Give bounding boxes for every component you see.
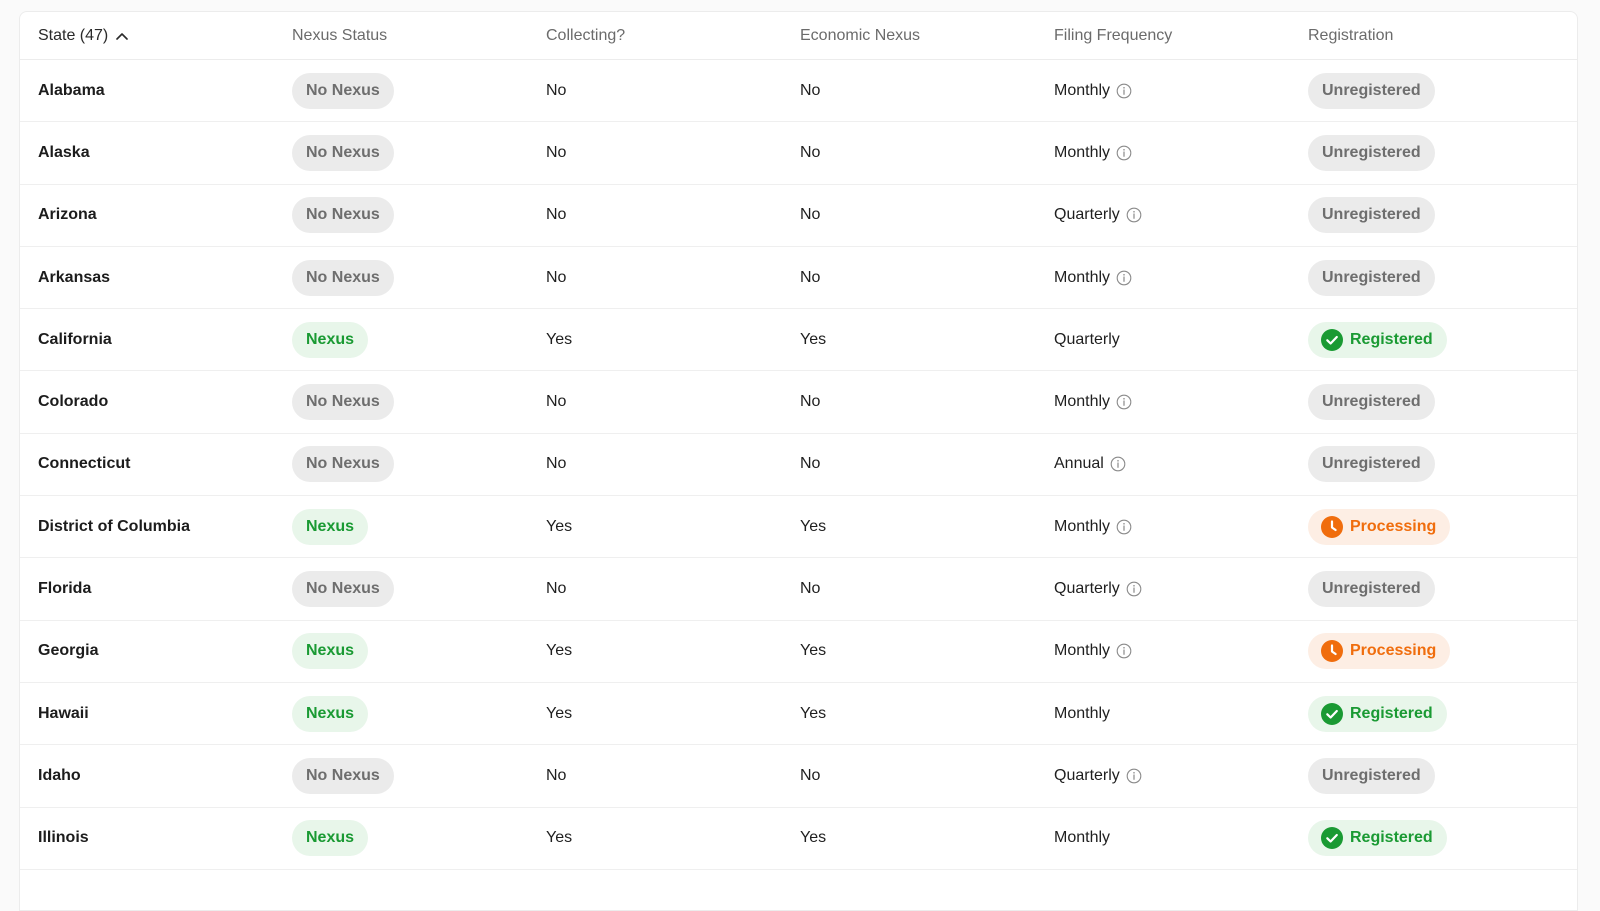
filing-frequency-label: Monthly — [1054, 517, 1111, 535]
collecting-value: No — [546, 766, 567, 784]
registration-badge[interactable] — [1308, 758, 1435, 794]
info-icon[interactable] — [1116, 145, 1132, 161]
filing-frequency-label: Monthly — [1054, 642, 1111, 660]
collecting-value: Yes — [546, 829, 573, 847]
filing-frequency-label: Monthly — [1054, 704, 1111, 722]
filing-frequency-label: Monthly — [1054, 81, 1111, 99]
column-header-state[interactable] — [38, 27, 292, 45]
info-icon[interactable] — [1116, 394, 1132, 410]
filing-frequency — [1054, 580, 1142, 598]
registration-badge[interactable] — [1308, 509, 1450, 545]
table-row[interactable] — [20, 870, 1577, 911]
collecting-value: Yes — [546, 517, 573, 535]
column-header-registration[interactable]: Registration — [1308, 26, 1394, 44]
table-row[interactable] — [20, 808, 1577, 870]
state-name: Georgia — [38, 642, 99, 660]
state-name: Arizona — [38, 206, 97, 224]
nexus-status-badge: No Nexus — [292, 135, 394, 171]
check-circle-icon — [1321, 703, 1343, 725]
state-name: District of Columbia — [38, 517, 191, 535]
filing-frequency — [1054, 393, 1132, 411]
filing-frequency — [1054, 206, 1142, 224]
chevron-up-icon[interactable] — [116, 32, 128, 40]
nexus-status-badge: No Nexus — [292, 384, 394, 420]
registration-badge[interactable] — [1308, 571, 1435, 607]
economic-nexus-value: No — [800, 81, 821, 99]
nexus-status-badge: No Nexus — [292, 73, 394, 109]
filing-frequency — [1054, 331, 1120, 349]
info-icon[interactable] — [1116, 83, 1132, 99]
registration-label: Unregistered — [1322, 206, 1421, 224]
registration-label: Unregistered — [1322, 393, 1421, 411]
registration-badge[interactable] — [1308, 384, 1435, 420]
clock-icon — [1321, 516, 1343, 538]
economic-nexus-value: No — [800, 766, 821, 784]
filing-frequency-label: Monthly — [1054, 143, 1111, 161]
table-row[interactable] — [20, 621, 1577, 683]
column-header-nexus-status[interactable]: Nexus Status — [292, 26, 388, 44]
table-row[interactable] — [20, 371, 1577, 433]
state-name: Connecticut — [38, 455, 131, 473]
info-icon[interactable] — [1126, 207, 1142, 223]
nexus-status-badge: No Nexus — [292, 446, 394, 482]
filing-frequency-label: Quarterly — [1054, 766, 1120, 784]
registration-badge[interactable] — [1308, 820, 1447, 856]
check-circle-icon — [1321, 329, 1343, 351]
registration-badge[interactable] — [1308, 322, 1447, 358]
state-name: Hawaii — [38, 704, 89, 722]
column-header-state-label: State (47) — [38, 26, 109, 44]
economic-nexus-value: Yes — [800, 642, 827, 660]
filing-frequency — [1054, 455, 1126, 473]
info-icon[interactable] — [1126, 581, 1142, 597]
nexus-status-badge: No Nexus — [292, 260, 394, 296]
filing-frequency-label: Quarterly — [1054, 330, 1120, 348]
economic-nexus-value: Yes — [800, 704, 827, 722]
state-name: Colorado — [38, 393, 109, 411]
economic-nexus-value: No — [800, 580, 821, 598]
state-name: Alaska — [38, 143, 90, 161]
registration-label: Unregistered — [1322, 455, 1421, 473]
column-header-collecting[interactable]: Collecting? — [546, 26, 626, 44]
filing-frequency-label: Monthly — [1054, 268, 1111, 286]
nexus-status-badge: No Nexus — [292, 758, 394, 794]
state-name: Florida — [38, 580, 92, 598]
table-row[interactable] — [20, 247, 1577, 309]
filing-frequency — [1054, 767, 1142, 785]
economic-nexus-value: No — [800, 143, 821, 161]
nexus-status-badge: Nexus — [292, 509, 368, 545]
filing-frequency — [1054, 518, 1132, 536]
table-row[interactable] — [20, 122, 1577, 184]
registration-badge[interactable] — [1308, 197, 1435, 233]
economic-nexus-value: Yes — [800, 829, 827, 847]
registration-badge[interactable] — [1308, 633, 1450, 669]
economic-nexus-value: No — [800, 393, 821, 411]
registration-label: Unregistered — [1322, 268, 1421, 286]
registration-label: Unregistered — [1322, 766, 1421, 784]
filing-frequency-label: Quarterly — [1054, 206, 1120, 224]
table-row[interactable] — [20, 558, 1577, 620]
registration-label: Processing — [1350, 517, 1437, 535]
state-name: Idaho — [38, 766, 81, 784]
state-name: Arkansas — [38, 268, 111, 286]
clock-icon — [1321, 640, 1343, 662]
filing-frequency-label: Annual — [1054, 455, 1104, 473]
registration-badge[interactable] — [1308, 446, 1435, 482]
registration-label: Registered — [1350, 704, 1433, 722]
economic-nexus-value: No — [800, 206, 821, 224]
filing-frequency-label: Quarterly — [1054, 580, 1120, 598]
filing-frequency-label: Monthly — [1054, 393, 1111, 411]
filing-frequency — [1054, 144, 1132, 162]
collecting-value: No — [546, 268, 567, 286]
table-row[interactable] — [20, 745, 1577, 807]
nexus-status-badge: Nexus — [292, 322, 368, 358]
filing-frequency — [1054, 829, 1110, 847]
state-name: Illinois — [38, 829, 89, 847]
registration-label: Registered — [1350, 829, 1433, 847]
registration-badge[interactable] — [1308, 73, 1435, 109]
collecting-value: Yes — [546, 642, 573, 660]
economic-nexus-value: Yes — [800, 517, 827, 535]
column-header-filing-frequency[interactable]: Filing Frequency — [1054, 26, 1173, 44]
registration-label: Unregistered — [1322, 143, 1421, 161]
filing-frequency — [1054, 705, 1110, 723]
economic-nexus-value: No — [800, 455, 821, 473]
table-row[interactable] — [20, 60, 1577, 122]
table-row[interactable] — [20, 496, 1577, 558]
state-name: Alabama — [38, 81, 105, 99]
economic-nexus-value: Yes — [800, 330, 827, 348]
collecting-value: No — [546, 455, 567, 473]
info-icon[interactable] — [1116, 643, 1132, 659]
nexus-status-badge: Nexus — [292, 820, 368, 856]
collecting-value: Yes — [546, 330, 573, 348]
info-icon[interactable] — [1116, 270, 1132, 286]
registration-label: Unregistered — [1322, 580, 1421, 598]
info-icon[interactable] — [1126, 768, 1142, 784]
collecting-value: No — [546, 81, 567, 99]
registration-badge[interactable] — [1308, 696, 1447, 732]
table-row[interactable] — [20, 683, 1577, 745]
table-header — [20, 12, 1577, 60]
registration-label: Registered — [1350, 330, 1433, 348]
nexus-status-badge: Nexus — [292, 633, 368, 669]
table-row[interactable] — [20, 309, 1577, 371]
registration-label: Processing — [1350, 642, 1437, 660]
registration-badge[interactable] — [1308, 135, 1435, 171]
state-name: California — [38, 330, 112, 348]
collecting-value: No — [546, 206, 567, 224]
nexus-status-badge: No Nexus — [292, 571, 394, 607]
registration-badge[interactable] — [1308, 260, 1435, 296]
table-body — [20, 60, 1577, 911]
nexus-table — [19, 11, 1578, 911]
economic-nexus-value: No — [800, 268, 821, 286]
info-icon[interactable] — [1116, 519, 1132, 535]
filing-frequency-label: Monthly — [1054, 829, 1111, 847]
column-header-economic-nexus[interactable]: Economic Nexus — [800, 26, 921, 44]
check-circle-icon — [1321, 827, 1343, 849]
nexus-status-badge: Nexus — [292, 696, 368, 732]
filing-frequency — [1054, 82, 1132, 100]
table-row[interactable] — [20, 185, 1577, 247]
filing-frequency — [1054, 642, 1132, 660]
collecting-value: No — [546, 143, 567, 161]
info-icon[interactable] — [1110, 456, 1126, 472]
collecting-value: No — [546, 580, 567, 598]
collecting-value: No — [546, 393, 567, 411]
collecting-value: Yes — [546, 704, 573, 722]
registration-label: Unregistered — [1322, 81, 1421, 99]
nexus-status-badge: No Nexus — [292, 197, 394, 233]
filing-frequency — [1054, 269, 1132, 287]
table-row[interactable] — [20, 434, 1577, 496]
